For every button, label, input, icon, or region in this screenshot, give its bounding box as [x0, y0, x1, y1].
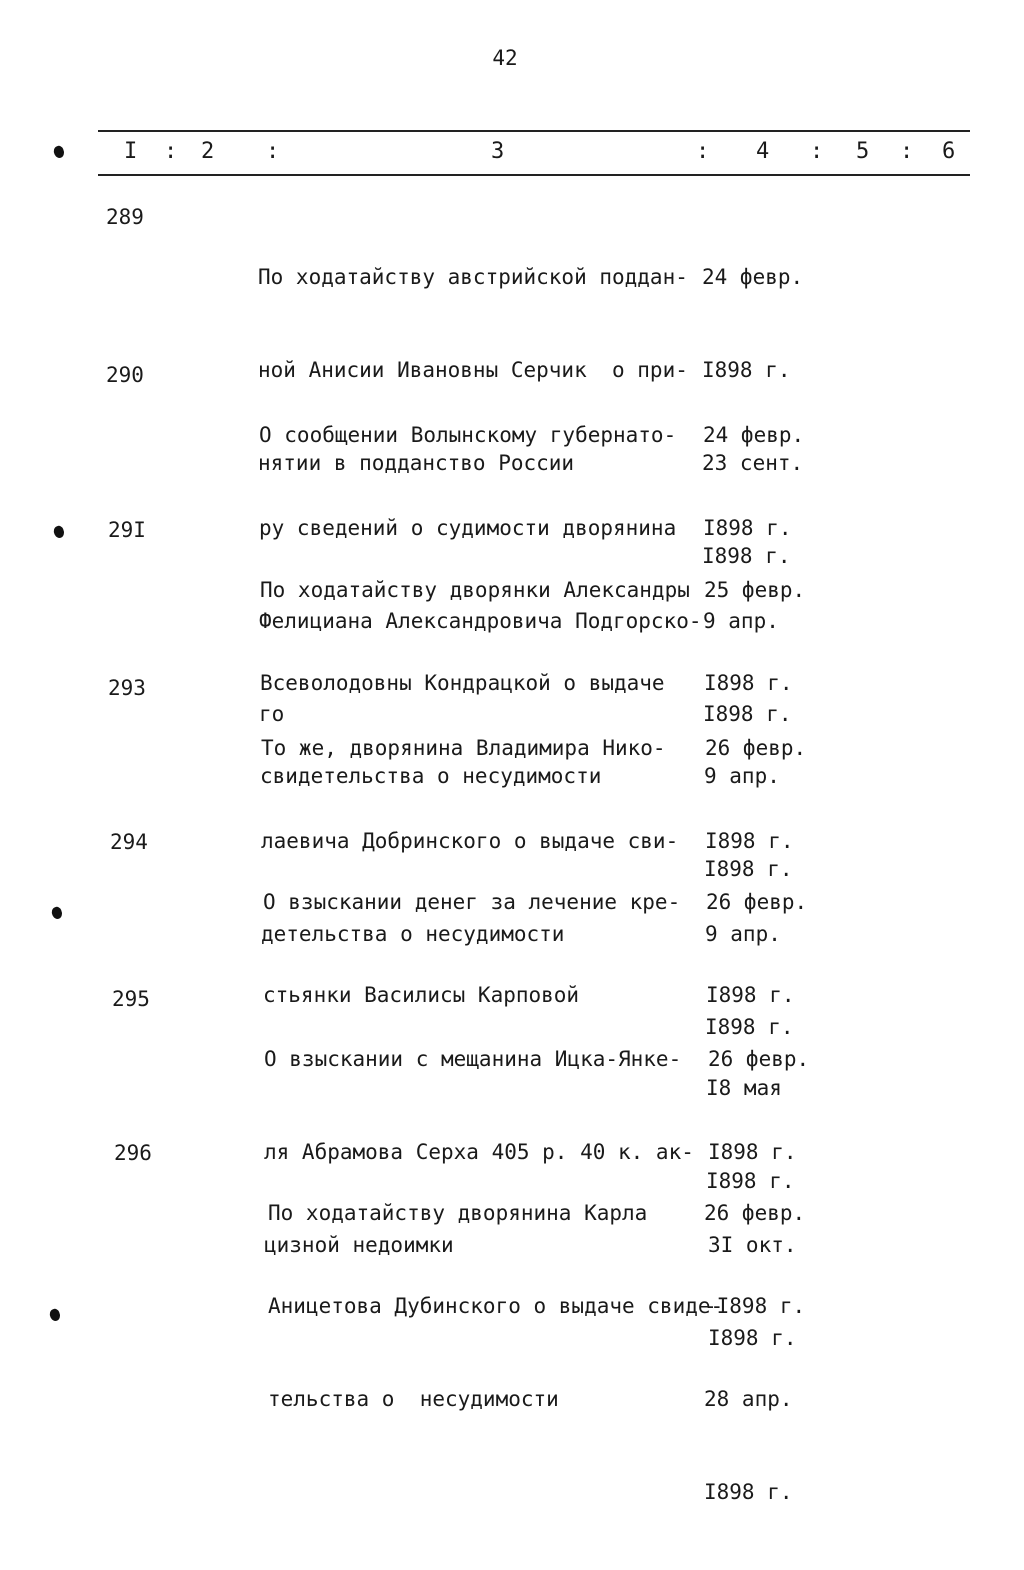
- description-line: тельства о несудимости: [268, 1387, 559, 1411]
- description-line: лаевича Добринского о выдаче сви-: [261, 829, 679, 853]
- date-line: 9 апр.: [704, 764, 780, 788]
- description-line: ной Анисии Ивановны Серчик о при-: [258, 358, 688, 382]
- header-col-4: 4: [756, 139, 770, 164]
- date-line: 26 февр.: [706, 890, 808, 914]
- date-line: I898 г.: [708, 1140, 797, 1164]
- date-line: I898 г.: [704, 671, 793, 695]
- date-line: 9 апр.: [703, 609, 779, 633]
- date-line: 24 февр.: [703, 423, 805, 447]
- description-line: ля Абрамова Серха 405 р. 40 к. ак-: [264, 1140, 694, 1164]
- date-line: 28 апр.: [704, 1387, 793, 1411]
- header-separator: :: [810, 139, 824, 164]
- date-line: 24 февр.: [702, 265, 804, 289]
- date-line: 26 февр.: [708, 1047, 810, 1071]
- description-line: По ходатайству дворянки Александры: [260, 578, 690, 602]
- description-line: О сообщении Волынскому губернато-: [259, 423, 677, 447]
- description-line: нятии в подданство России: [258, 451, 575, 475]
- date-line: I898 г.: [703, 516, 792, 540]
- date-line: I898 г.: [705, 829, 794, 853]
- date-line: I898 г.: [703, 702, 792, 726]
- description-line: О взыскании с мещанина Ицка-Янке-: [264, 1047, 682, 1071]
- description-line: То же, дворянина Владимира Нико-: [261, 736, 666, 760]
- date-line: I8 мая: [706, 1076, 782, 1100]
- header-separator: :: [900, 139, 914, 164]
- header-bottom-rule: [98, 174, 970, 176]
- date-line: I898 г.: [708, 1326, 797, 1350]
- description-line: Аницетова Дубинского о выдаче свиде-: [268, 1294, 724, 1318]
- header-col-5: 5: [856, 139, 870, 164]
- description-line: О взыскании денег за лечение кре-: [263, 890, 681, 914]
- header-separator: :: [266, 139, 280, 164]
- date-line: I898 г.: [704, 857, 793, 881]
- entry-description: [268, 1136, 723, 1477]
- header-col-6: 6: [942, 139, 956, 164]
- date-line: 26 февр.: [704, 1201, 806, 1225]
- header-separator: :: [164, 139, 178, 164]
- date-line: 9 апр.: [705, 922, 781, 946]
- header-separator: :: [696, 139, 710, 164]
- entry-number: 294: [110, 830, 148, 854]
- description-line: цизной недоимки: [264, 1233, 454, 1257]
- table-row: [0, 1136, 1024, 1504]
- date-line: 3I окт.: [708, 1233, 797, 1257]
- date-line: -I898 г.: [704, 1294, 806, 1318]
- date-line: 26 февр.: [705, 736, 807, 760]
- description-line: го: [259, 702, 285, 726]
- date-line: I898 г.: [702, 358, 791, 382]
- description-line: детельства о несудимости: [261, 922, 565, 946]
- binding-hole-mark: [48, 1307, 62, 1322]
- description-line: Фелициана Александровича Подгорско-: [259, 609, 702, 633]
- date-line: 23 сент.: [702, 451, 804, 475]
- header-col-3: 3: [491, 139, 505, 164]
- date-line: 25 февр.: [704, 578, 806, 602]
- entry-number: 29I: [108, 518, 146, 542]
- date-line: I898 г.: [705, 1015, 794, 1039]
- binding-hole-mark: [52, 144, 66, 159]
- date-line: I898 г.: [706, 1169, 795, 1193]
- description-line: свидетельства о несудимости: [260, 764, 602, 788]
- date-line: I898 г.: [704, 1480, 793, 1504]
- entry-number: 290: [106, 363, 144, 387]
- description-line: По ходатайству австрийской поддан-: [258, 265, 688, 289]
- header-col-2: 2: [201, 139, 215, 164]
- description-line: ру сведений о судимости дворянина: [259, 516, 677, 540]
- date-line: I898 г.: [702, 544, 791, 568]
- entry-number: 289: [106, 205, 144, 229]
- header-top-rule: [98, 130, 970, 132]
- header-col-1: I: [124, 139, 138, 164]
- entry-number: 293: [108, 676, 146, 700]
- date-line: I898 г.: [706, 983, 795, 1007]
- description-line: Всеволодовны Кондрацкой о выдаче: [260, 671, 665, 695]
- description-line: стьянки Василисы Карповой: [263, 983, 580, 1007]
- entry-number: 296: [114, 1141, 152, 1165]
- page-number: 42: [492, 46, 518, 70]
- entry-number: 295: [112, 987, 150, 1011]
- description-line: По ходатайству дворянина Карла: [268, 1201, 648, 1225]
- entry-dates: [704, 1136, 805, 1570]
